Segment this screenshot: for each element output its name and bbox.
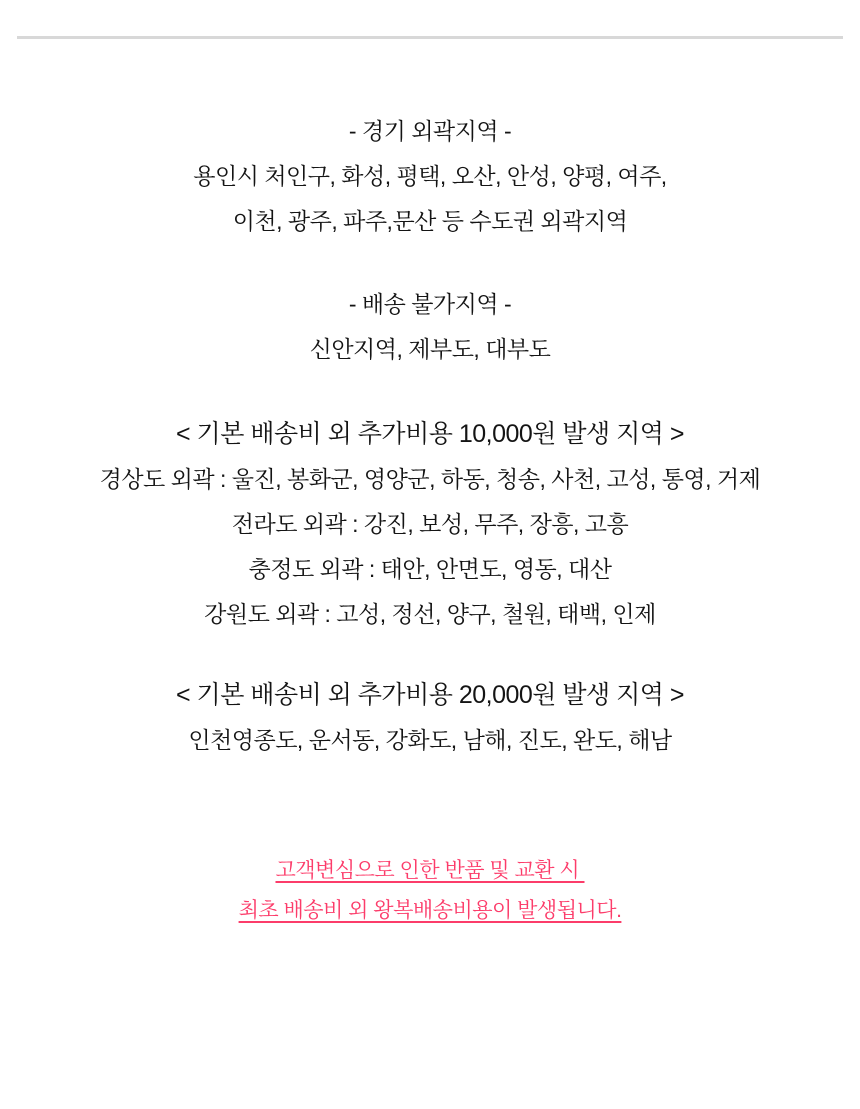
notice-line — [0, 851, 860, 891]
section-title-undeliverable-area: - 배송 불가지역 - — [348, 291, 512, 317]
region-line-jeolla: 전라도 외곽 : 강진, 보성, 무주, 장흥, 고흥 — [231, 511, 629, 537]
section-undeliverable-area — [0, 282, 860, 372]
shipping-info-page — [0, 36, 860, 931]
top-divider — [17, 36, 843, 39]
notice-line-underlined-text: 최초 배송비 외 왕복배송비용이 발생됩니다. — [238, 899, 622, 922]
notice-line — [0, 891, 860, 931]
section-extra-fee-20000 — [0, 673, 860, 763]
notice-line-underlined-text: 고객변심으로 인한 반품 및 교환 시 — [275, 859, 585, 882]
region-line: 이천, 광주, 파주,문산 등 수도권 외곽지역 — [232, 208, 628, 234]
region-line-chungjeong: 충정도 외곽 : 태안, 안면도, 영동, 대산 — [248, 556, 612, 582]
shipping-info-content — [0, 109, 860, 931]
section-gyeonggi-outskirts — [0, 109, 860, 244]
region-line-gyeongsang: 경상도 외곽 : 울진, 봉화군, 영양군, 하동, 청송, 사천, 고성, 통영, 거제 — [99, 466, 761, 492]
region-line: 인천영종도, 운서동, 강화도, 남해, 진도, 완도, 해남 — [188, 727, 672, 753]
region-line: 용인시 처인구, 화성, 평택, 오산, 안성, 양평, 여주, — [193, 163, 667, 189]
section-title-extra-fee-10000: < 기본 배송비 외 추가비용 10,000원 발생 지역 > — [176, 420, 684, 448]
section-extra-fee-10000 — [0, 412, 860, 637]
region-line-gangwon: 강원도 외곽 : 고성, 정선, 양구, 철원, 태백, 인제 — [204, 601, 656, 627]
region-line: 신안지역, 제부도, 대부도 — [309, 336, 551, 362]
section-title-extra-fee-20000: < 기본 배송비 외 추가비용 20,000원 발생 지역 > — [176, 681, 684, 709]
return-exchange-notice — [0, 851, 860, 931]
section-title-gyeonggi-outskirts: - 경기 외곽지역 - — [348, 118, 512, 144]
